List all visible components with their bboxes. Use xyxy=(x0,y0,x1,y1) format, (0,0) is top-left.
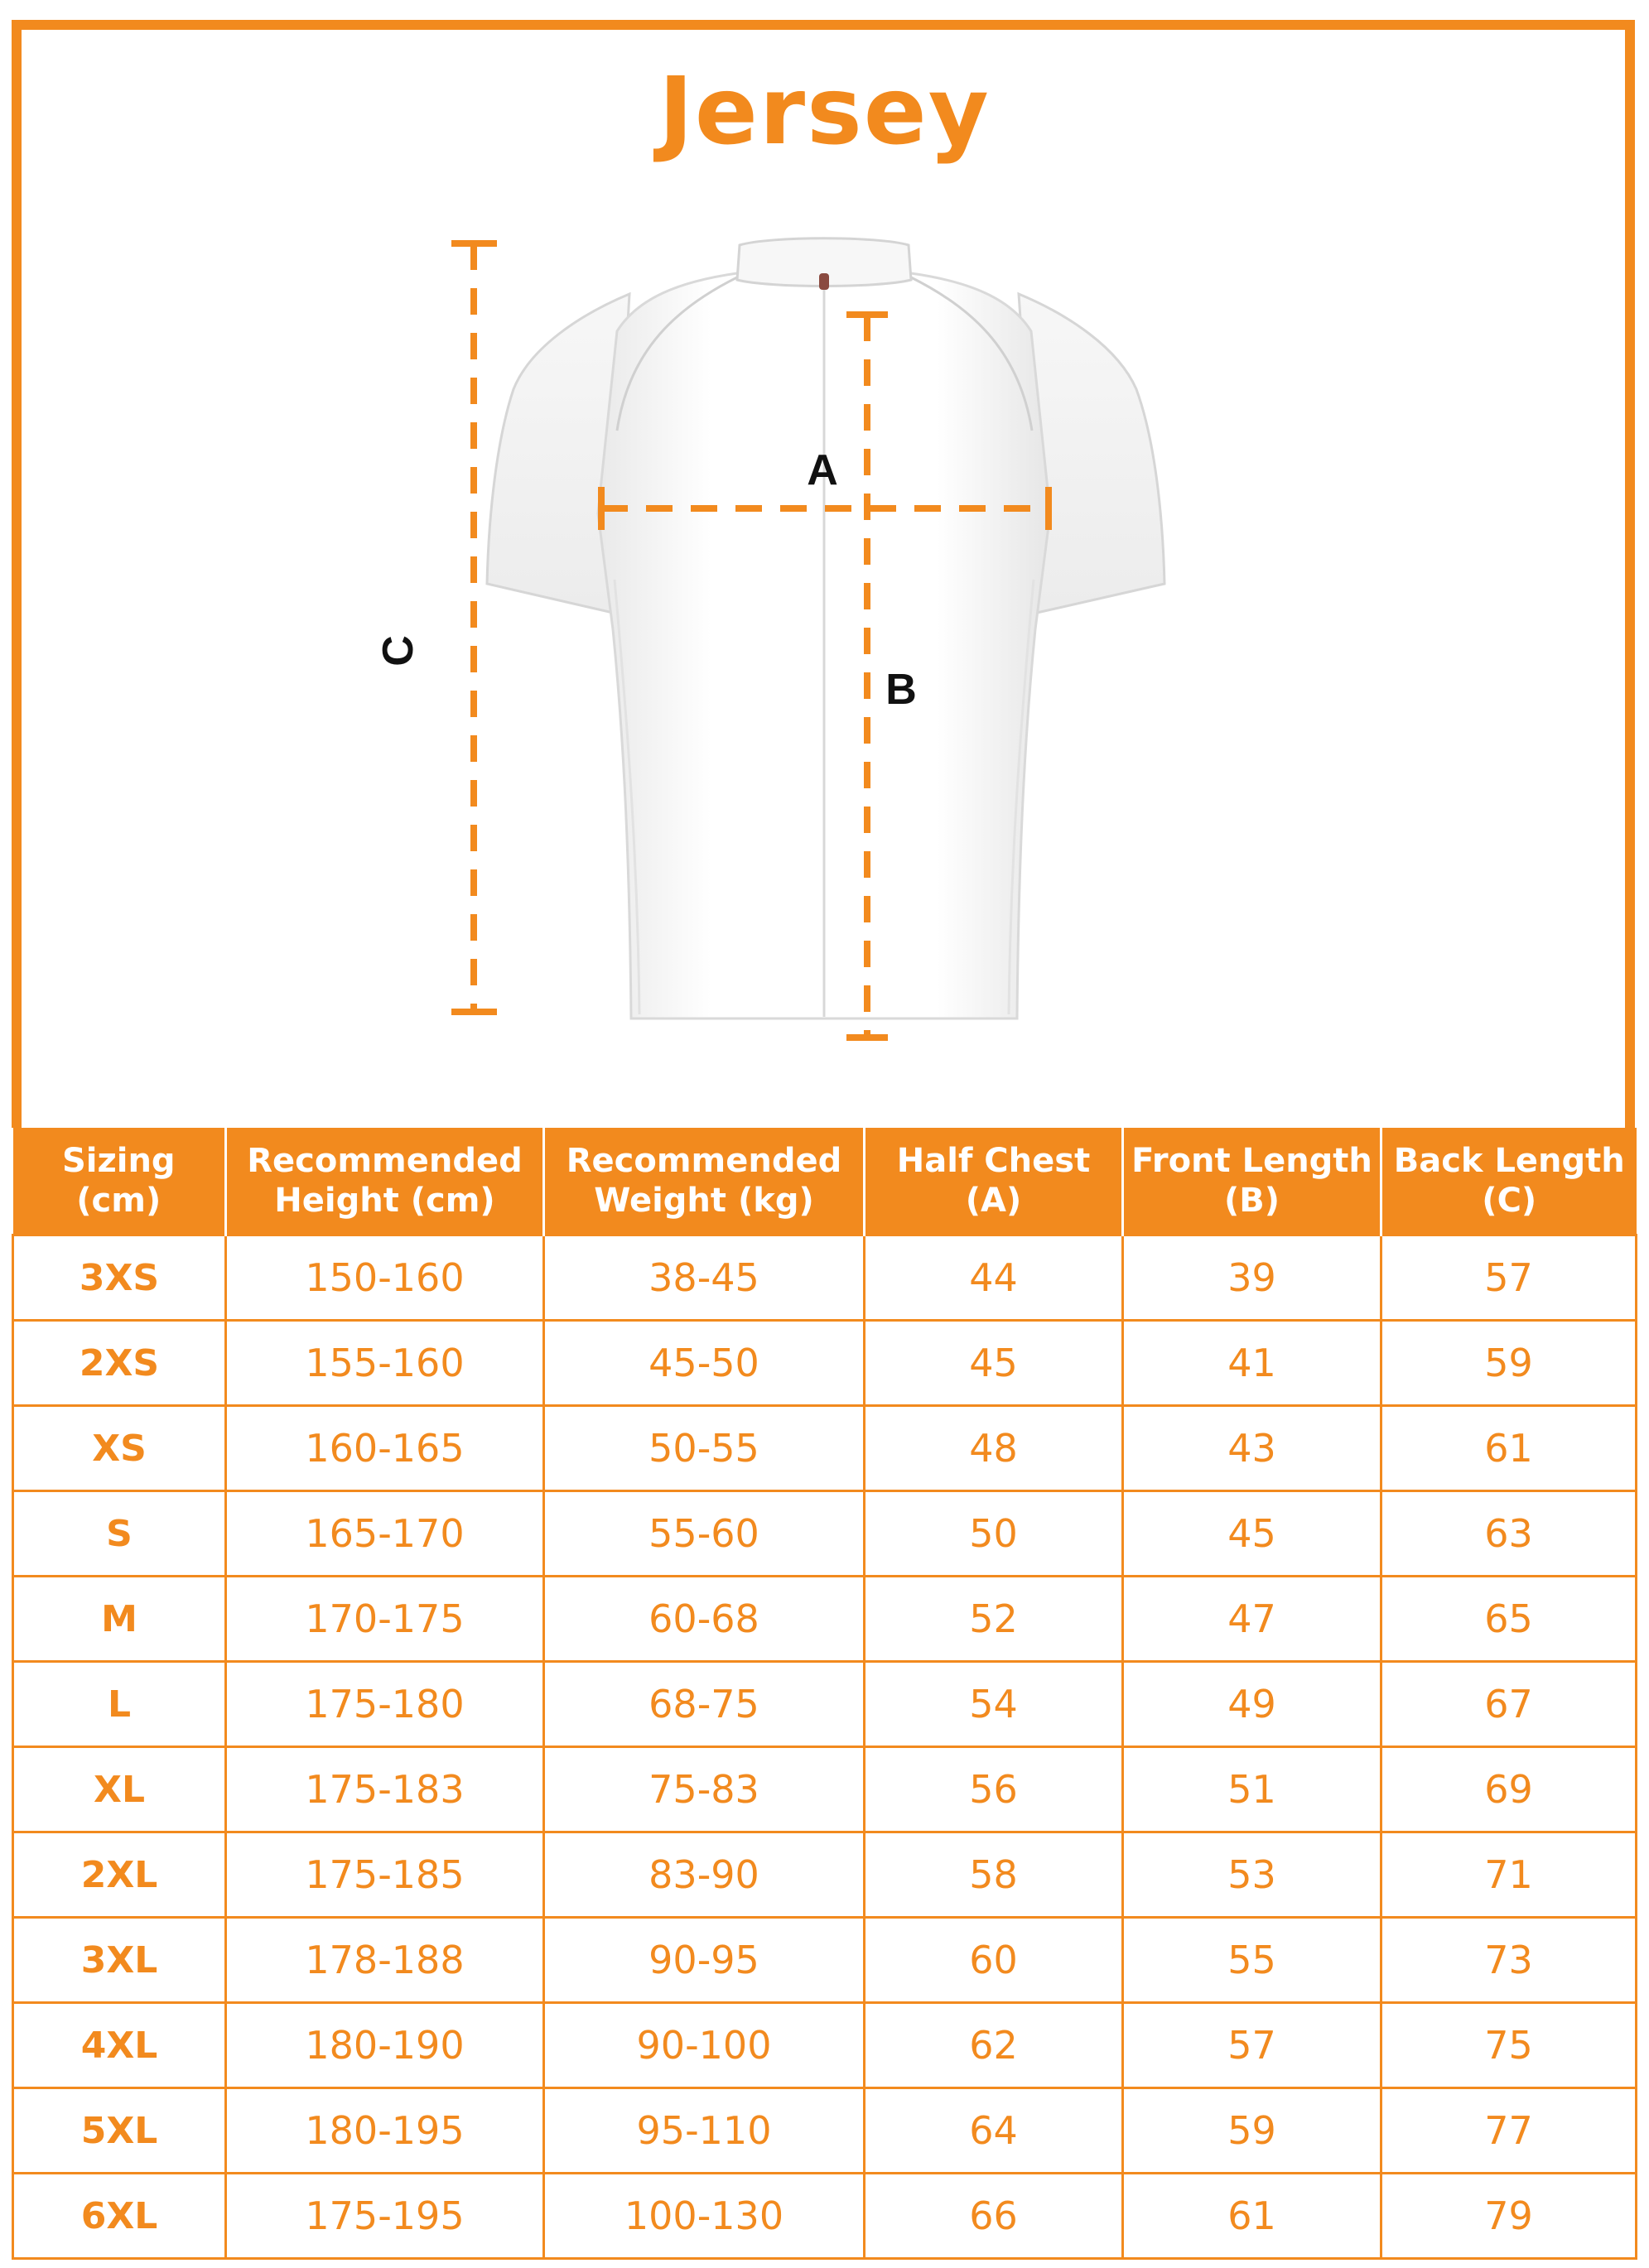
weight-cell: 95-110 xyxy=(544,2088,865,2174)
half-chest-cell: 50 xyxy=(865,1491,1123,1577)
weight-cell: 55-60 xyxy=(544,1491,865,1577)
back-length-cell: 59 xyxy=(1381,1321,1637,1406)
height-cell: 175-183 xyxy=(226,1747,544,1832)
table-row xyxy=(13,2088,1637,2174)
height-cell: 175-180 xyxy=(226,1662,544,1747)
weight-cell: 90-100 xyxy=(544,2003,865,2088)
size-cell: XS xyxy=(13,1406,226,1491)
size-cell: 2XS xyxy=(13,1321,226,1406)
height-cell: 165-170 xyxy=(226,1491,544,1577)
half-chest-cell: 48 xyxy=(865,1406,1123,1491)
front-length-cell: 53 xyxy=(1123,1832,1381,1918)
back-length-cell: 77 xyxy=(1381,2088,1637,2174)
table-row xyxy=(13,1491,1637,1577)
half-chest-cell: 66 xyxy=(865,2174,1123,2259)
height-cell: 160-165 xyxy=(226,1406,544,1491)
height-cell: 175-195 xyxy=(226,2174,544,2259)
header-half-chest: Half Chest (A) xyxy=(865,1128,1123,1235)
label-c: C xyxy=(374,635,422,667)
half-chest-cell: 58 xyxy=(865,1832,1123,1918)
back-length-cell: 75 xyxy=(1381,2003,1637,2088)
back-length-cell: 63 xyxy=(1381,1491,1637,1577)
front-length-cell: 61 xyxy=(1123,2174,1381,2259)
size-cell: XL xyxy=(13,1747,226,1832)
page-title: Jersey xyxy=(658,58,991,166)
front-length-cell: 45 xyxy=(1123,1491,1381,1577)
header-weight: Recommended Weight (kg) xyxy=(544,1128,865,1235)
weight-cell: 50-55 xyxy=(544,1406,865,1491)
back-length-cell: 71 xyxy=(1381,1832,1637,1918)
size-cell: 2XL xyxy=(13,1832,226,1918)
height-cell: 170-175 xyxy=(226,1577,544,1662)
half-chest-cell: 60 xyxy=(865,1918,1123,2003)
weight-cell: 75-83 xyxy=(544,1747,865,1832)
size-cell: L xyxy=(13,1662,226,1747)
front-length-cell: 47 xyxy=(1123,1577,1381,1662)
height-cell: 150-160 xyxy=(226,1235,544,1321)
weight-cell: 38-45 xyxy=(544,1235,865,1321)
front-length-cell: 57 xyxy=(1123,2003,1381,2088)
header-sizing: Sizing (cm) xyxy=(13,1128,226,1235)
front-length-cell: 49 xyxy=(1123,1662,1381,1747)
back-length-cell: 69 xyxy=(1381,1747,1637,1832)
half-chest-cell: 45 xyxy=(865,1321,1123,1406)
table-row xyxy=(13,1662,1637,1747)
half-chest-cell: 56 xyxy=(865,1747,1123,1832)
back-length-cell: 79 xyxy=(1381,2174,1637,2259)
table-row xyxy=(13,2174,1637,2259)
back-length-cell: 57 xyxy=(1381,1235,1637,1321)
weight-cell: 90-95 xyxy=(544,1918,865,2003)
front-length-cell: 51 xyxy=(1123,1747,1381,1832)
size-table xyxy=(12,1128,1637,2260)
table-row xyxy=(13,1235,1637,1321)
weight-cell: 60-68 xyxy=(544,1577,865,1662)
front-length-cell: 41 xyxy=(1123,1321,1381,1406)
size-cell: 5XL xyxy=(13,2088,226,2174)
size-cell: 3XS xyxy=(13,1235,226,1321)
jersey-diagram xyxy=(0,0,1649,1126)
weight-cell: 68-75 xyxy=(544,1662,865,1747)
half-chest-cell: 52 xyxy=(865,1577,1123,1662)
height-cell: 175-185 xyxy=(226,1832,544,1918)
back-length-cell: 67 xyxy=(1381,1662,1637,1747)
back-length-cell: 73 xyxy=(1381,1918,1637,2003)
label-b: B xyxy=(885,666,917,714)
front-length-cell: 39 xyxy=(1123,1235,1381,1321)
height-cell: 155-160 xyxy=(226,1321,544,1406)
table-row xyxy=(13,1321,1637,1406)
jersey-illustration xyxy=(487,238,1164,1018)
table-row xyxy=(13,1747,1637,1832)
size-cell: S xyxy=(13,1491,226,1577)
table-row xyxy=(13,1918,1637,2003)
weight-cell: 83-90 xyxy=(544,1832,865,1918)
table-row xyxy=(13,1832,1637,1918)
table-row xyxy=(13,1577,1637,1662)
size-cell: 4XL xyxy=(13,2003,226,2088)
zipper-pull-icon xyxy=(819,273,829,290)
front-length-cell: 55 xyxy=(1123,1918,1381,2003)
size-cell: 6XL xyxy=(13,2174,226,2259)
header-front-length: Front Length (B) xyxy=(1123,1128,1381,1235)
half-chest-cell: 62 xyxy=(865,2003,1123,2088)
size-cell: M xyxy=(13,1577,226,1662)
front-length-cell: 59 xyxy=(1123,2088,1381,2174)
height-cell: 180-190 xyxy=(226,2003,544,2088)
table-row xyxy=(13,2003,1637,2088)
size-cell: 3XL xyxy=(13,1918,226,2003)
back-length-cell: 65 xyxy=(1381,1577,1637,1662)
weight-cell: 45-50 xyxy=(544,1321,865,1406)
half-chest-cell: 64 xyxy=(865,2088,1123,2174)
header-height: Recommended Height (cm) xyxy=(226,1128,544,1235)
weight-cell: 100-130 xyxy=(544,2174,865,2259)
header-back-length: Back Length (C) xyxy=(1381,1128,1637,1235)
height-cell: 180-195 xyxy=(226,2088,544,2174)
half-chest-cell: 54 xyxy=(865,1662,1123,1747)
label-a: A xyxy=(807,446,838,494)
table-header-row xyxy=(13,1128,1637,1235)
dimension-c xyxy=(451,243,497,1012)
table-row xyxy=(13,1406,1637,1491)
half-chest-cell: 44 xyxy=(865,1235,1123,1321)
front-length-cell: 43 xyxy=(1123,1406,1381,1491)
back-length-cell: 61 xyxy=(1381,1406,1637,1491)
height-cell: 178-188 xyxy=(226,1918,544,2003)
